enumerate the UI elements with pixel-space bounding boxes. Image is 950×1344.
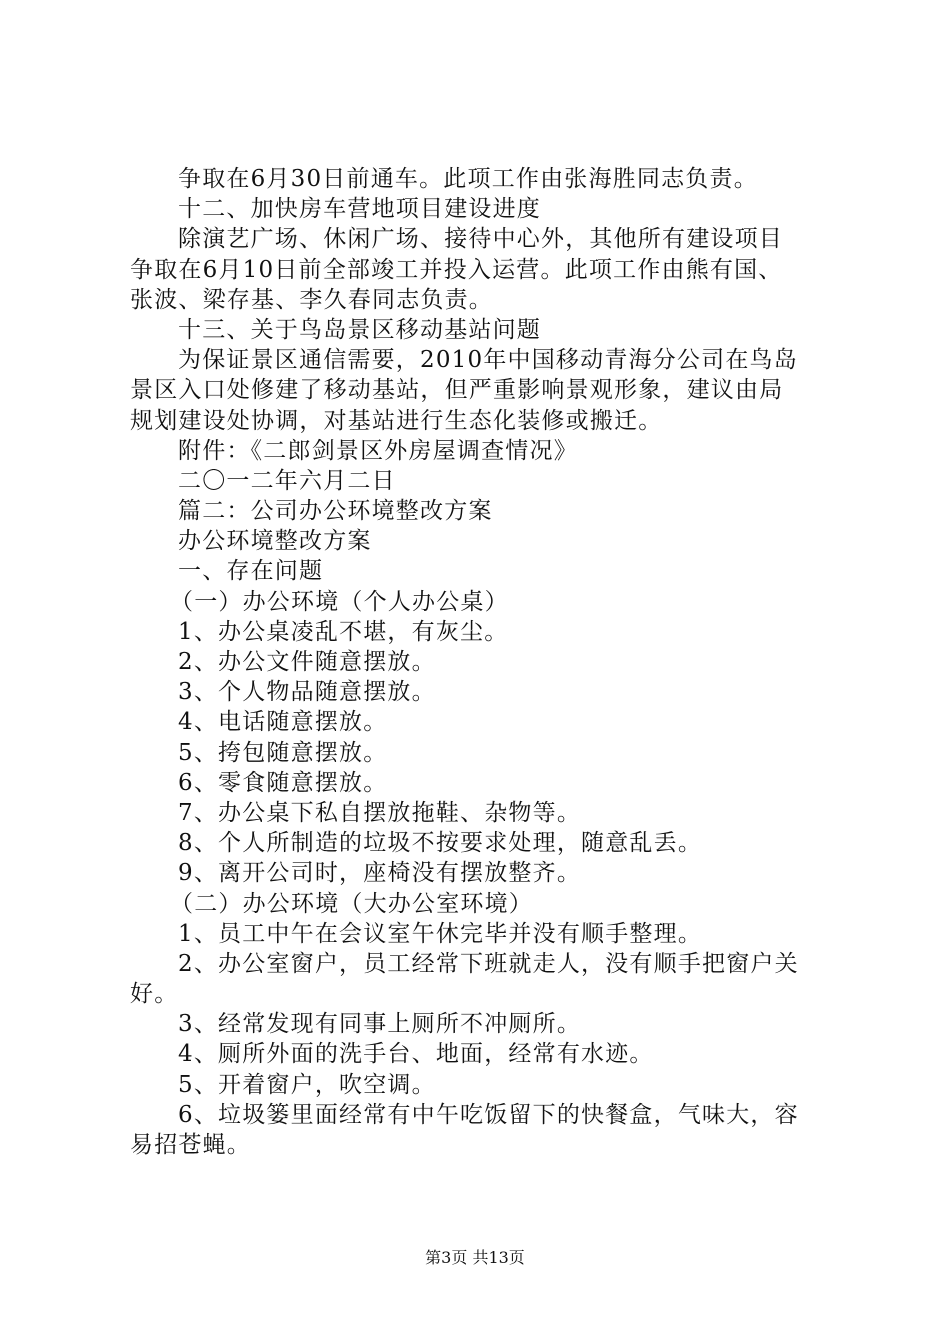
list-item: 5、开着窗户，吹空调。: [178, 1071, 436, 1098]
paragraph-line: 景区入口处修建了移动基站，但严重影响景观形象，建议由局: [130, 377, 784, 404]
list-item: 6、零食随意摆放。: [178, 769, 388, 796]
list-item: 2、办公文件随意摆放。: [178, 649, 436, 675]
list-item: 7、办公桌下私自摆放拖鞋、杂物等。: [178, 799, 582, 826]
list-item: 4、厕所外面的洗手台、地面，经常有水迹。: [178, 1041, 654, 1068]
list-item: 8、个人所制造的垃圾不按要求处理，随意乱丢。: [178, 830, 703, 857]
list-item: 1、员工中午在会议室午休完毕并没有顺手整理。: [178, 920, 703, 947]
list-item: 3、经常发现有同事上厕所不冲厕所。: [178, 1011, 582, 1038]
list-item: 4、电话随意摆放。: [178, 709, 388, 736]
paragraph-line: 为保证景区通信需要，2010年中国移动青海分公司在鸟岛: [178, 347, 798, 374]
list-item-continuation: 好。: [130, 981, 179, 1008]
list-item: 6、垃圾篓里面经常有中午吃饭留下的快餐盒，气味大，容: [178, 1101, 799, 1128]
attachment-line: 附件：《二郎剑景区外房屋调查情况》: [178, 437, 578, 464]
paragraph-line: 争取在6月30日前通车。此项工作由张海胜同志负责。: [178, 166, 758, 192]
subsection-heading: （一）办公环境（个人办公桌）: [170, 588, 509, 615]
document-title: 办公环境整改方案: [178, 528, 372, 555]
paragraph-line: 规划建设处协调，对基站进行生态化装修或搬迁。: [130, 407, 663, 434]
section-heading: 十三、关于鸟岛景区移动基站问题: [178, 316, 541, 343]
chapter-heading: 篇二：公司办公环境整改方案: [178, 498, 493, 525]
paragraph-line: 张波、梁存基、李久春同志负责。: [130, 286, 493, 313]
page-number-footer: 第3页 共13页: [425, 1248, 525, 1267]
date-line: 二〇一二年六月二日: [178, 467, 396, 494]
section-heading: 一、存在问题: [178, 558, 324, 585]
list-item: 2、办公室窗户，员工经常下班就走人，没有顺手把窗户关: [178, 950, 799, 977]
list-item-continuation: 易招苍蝇。: [130, 1132, 251, 1158]
paragraph-line: 除演艺广场、休闲广场、接待中心外，其他所有建设项目: [178, 226, 783, 253]
subsection-heading: （二）办公环境（大办公室环境）: [170, 890, 533, 917]
list-item: 5、挎包随意摆放。: [178, 739, 388, 766]
list-item: 1、办公桌凌乱不堪，有灰尘。: [178, 618, 509, 645]
list-item: 9、离开公司时，座椅没有摆放整齐。: [178, 860, 582, 887]
list-item: 3、个人物品随意摆放。: [178, 679, 436, 706]
section-heading: 十二、加快房车营地项目建设进度: [178, 196, 541, 223]
paragraph-line: 争取在6月10日前全部竣工并投入运营。此项工作由熊有国、: [130, 256, 783, 283]
document-body: [130, 164, 830, 1160]
